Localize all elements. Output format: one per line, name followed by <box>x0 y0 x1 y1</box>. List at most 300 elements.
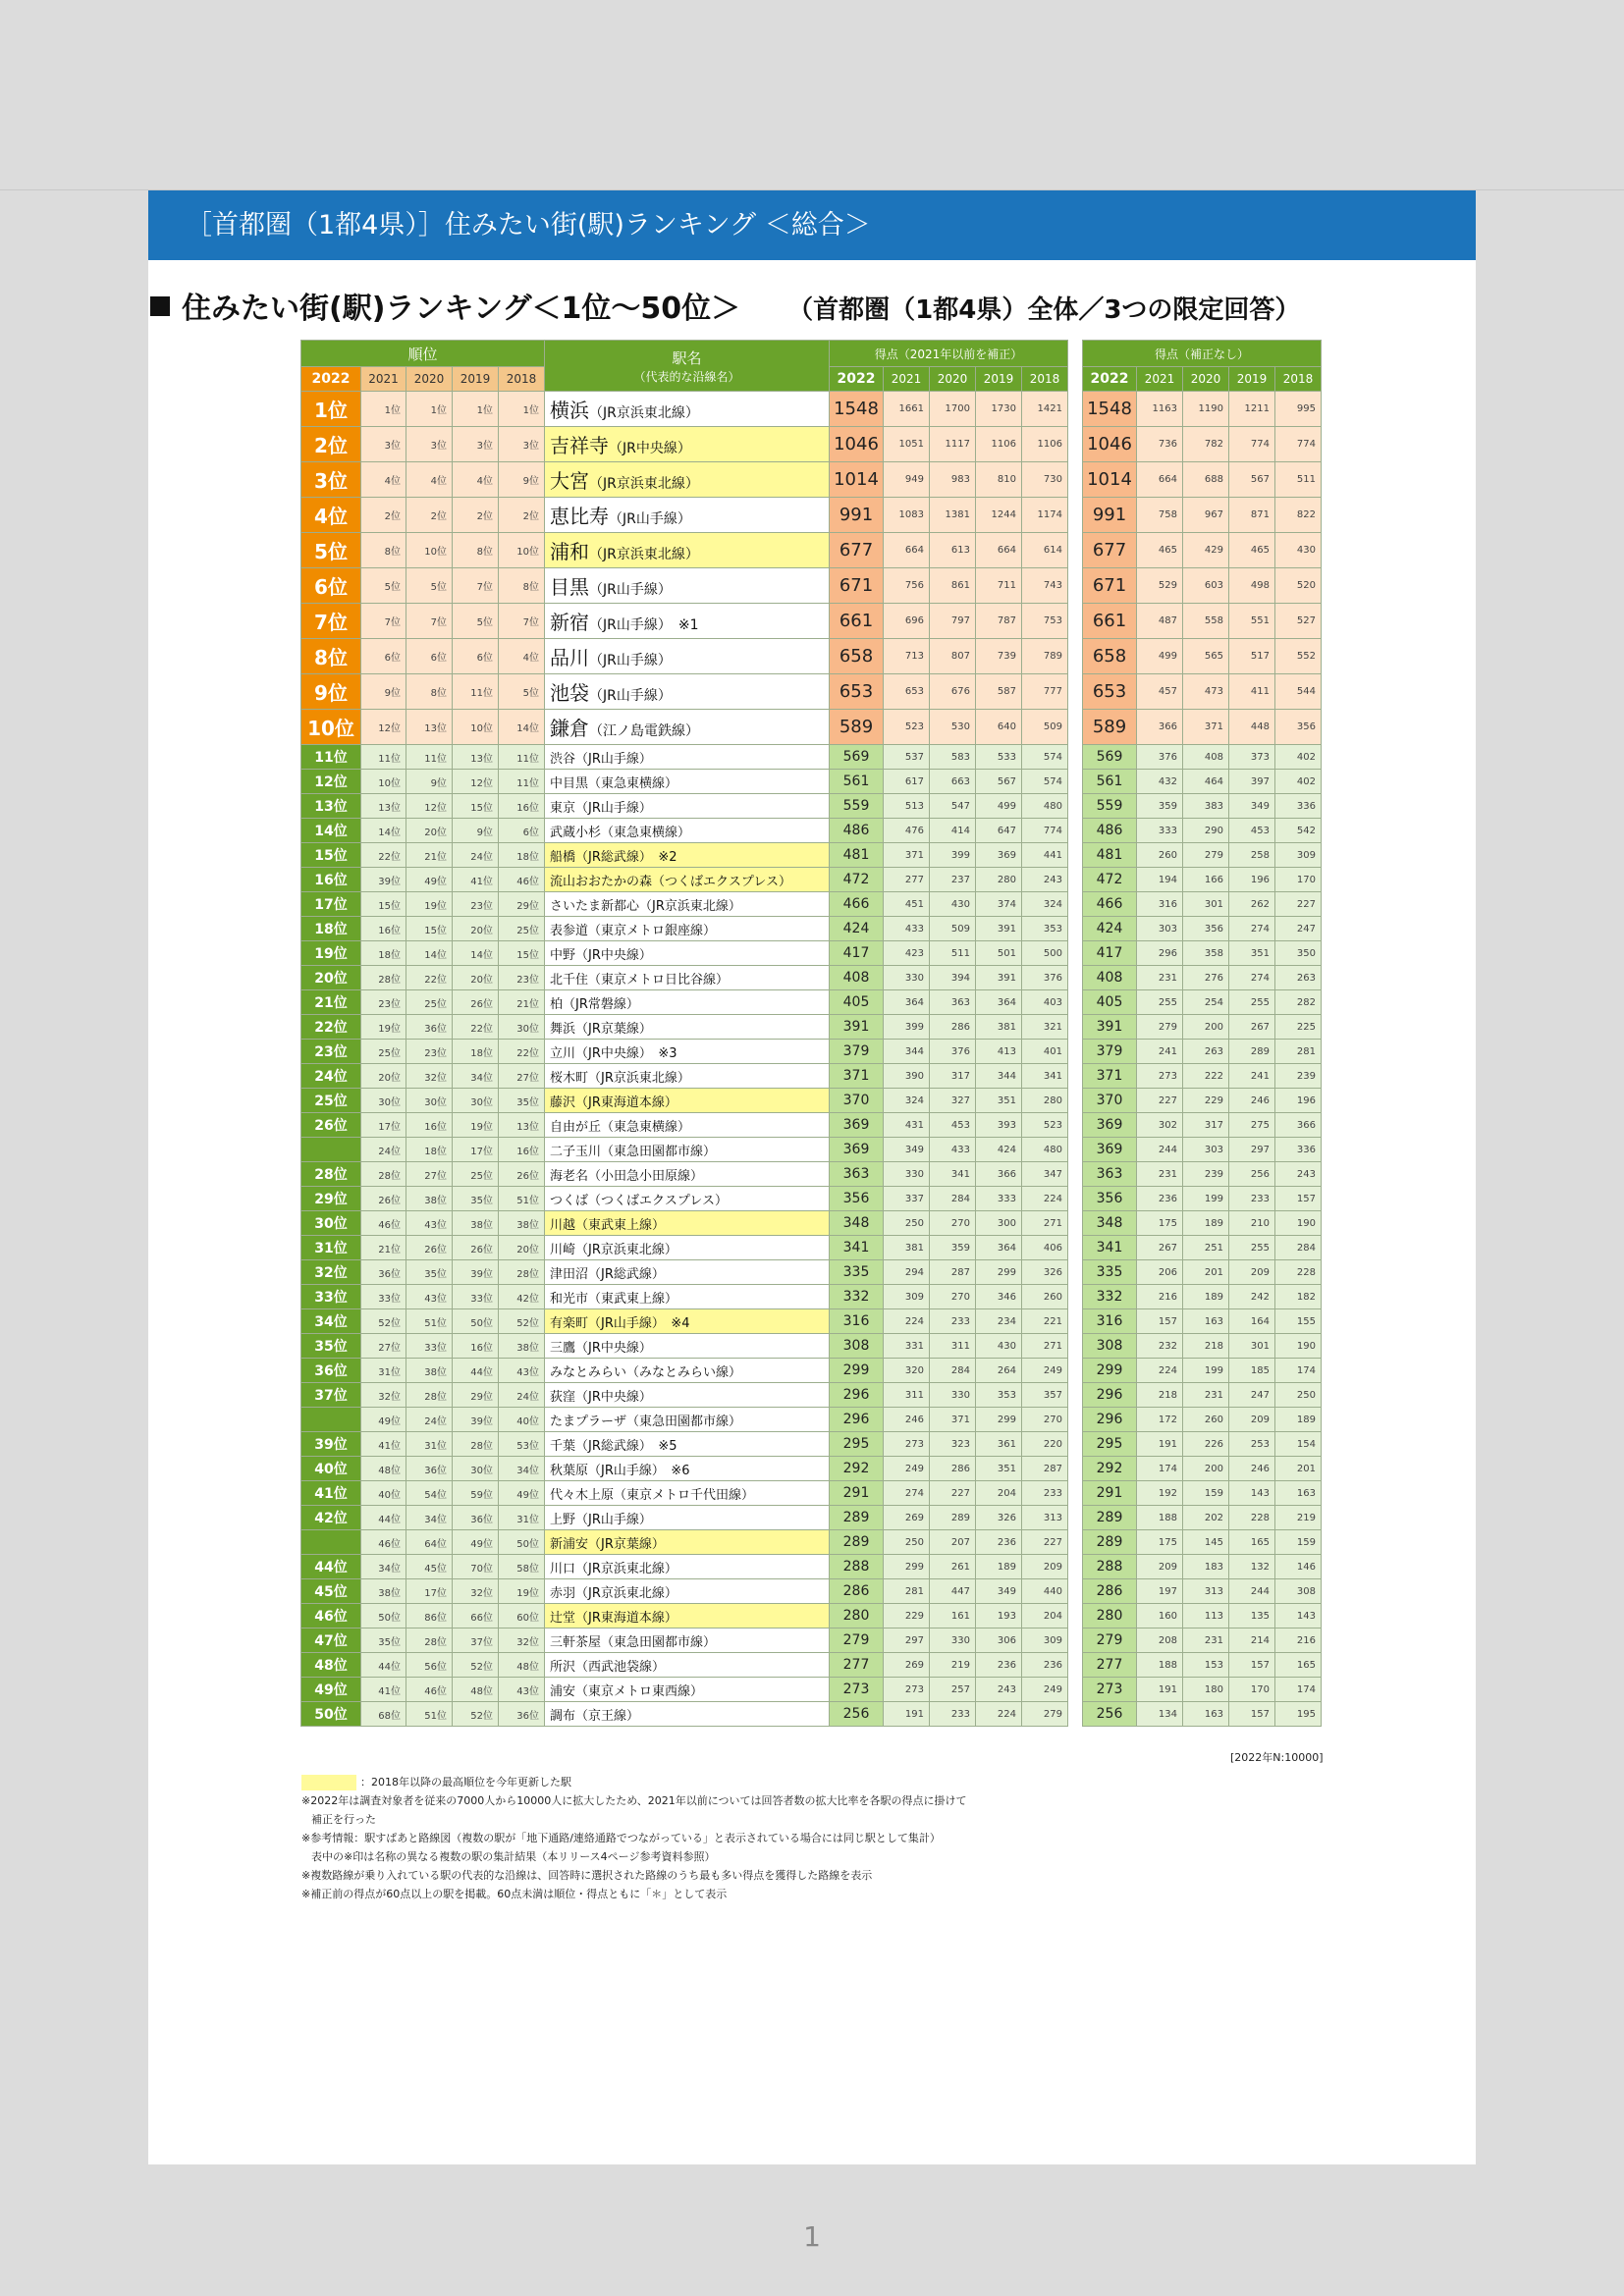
raw-score-cell: 254 <box>1183 990 1229 1015</box>
raw-table-row <box>1083 1236 1322 1260</box>
score-2022-cell: 369 <box>830 1138 884 1162</box>
raw-score-2022-cell: 286 <box>1083 1579 1137 1604</box>
raw-score-cell: 316 <box>1137 892 1183 917</box>
station-cell <box>545 1481 830 1506</box>
score-cell: 433 <box>930 1138 976 1162</box>
score-cell: 219 <box>930 1653 976 1678</box>
station-name: 立川 <box>550 1045 576 1061</box>
score-cell: 209 <box>1022 1555 1068 1579</box>
raw-score-cell: 199 <box>1183 1187 1229 1211</box>
raw-score-cell: 210 <box>1229 1211 1275 1236</box>
table-row <box>301 941 1068 966</box>
score-cell: 249 <box>884 1457 930 1481</box>
prev-rank-cell: 40位 <box>499 1408 545 1432</box>
score-cell: 311 <box>884 1383 930 1408</box>
score-cell: 753 <box>1022 604 1068 639</box>
raw-score-cell: 551 <box>1229 604 1275 639</box>
station-line: （JR京葉線） <box>588 1536 665 1552</box>
score-cell: 331 <box>884 1334 930 1359</box>
raw-score-2022-cell: 486 <box>1083 819 1137 843</box>
score-cell: 509 <box>930 917 976 941</box>
station-name: 有楽町 <box>550 1315 589 1331</box>
table-row <box>301 1113 1068 1138</box>
rank-cell: 35位 <box>301 1334 361 1359</box>
rank-cell: 44位 <box>301 1555 361 1579</box>
raw-score-cell: 228 <box>1275 1260 1322 1285</box>
score-year-header: 2019 <box>976 367 1022 392</box>
score-cell: 227 <box>930 1481 976 1506</box>
station-cell <box>545 1064 830 1089</box>
prev-rank-cell: 21位 <box>499 990 545 1015</box>
station-name: 所沢 <box>550 1659 576 1675</box>
raw-score-cell: 191 <box>1137 1432 1183 1457</box>
score-cell: 374 <box>976 892 1022 917</box>
score-cell: 330 <box>884 966 930 990</box>
raw-score-cell: 465 <box>1229 533 1275 568</box>
station-line: （東急田園都市線） <box>626 1414 742 1429</box>
raw-score-cell: 303 <box>1183 1138 1229 1162</box>
score-cell: 433 <box>884 917 930 941</box>
score-cell: 500 <box>1022 941 1068 966</box>
prev-rank-cell: 24位 <box>361 1138 406 1162</box>
score-cell: 326 <box>976 1506 1022 1530</box>
table-row <box>301 1236 1068 1260</box>
score-cell: 711 <box>976 568 1022 604</box>
score-2022-cell: 335 <box>830 1260 884 1285</box>
score-cell: 344 <box>976 1064 1022 1089</box>
raw-score-2022-cell: 561 <box>1083 770 1137 794</box>
prev-rank-cell: 2位 <box>406 498 453 533</box>
station-name: 二子玉川 <box>550 1144 602 1159</box>
raw-score-cell: 430 <box>1275 533 1322 568</box>
raw-table-row <box>1083 1506 1322 1530</box>
prev-rank-cell: 10位 <box>406 533 453 568</box>
raw-table-row <box>1083 917 1322 941</box>
prev-rank-cell: 24位 <box>406 1408 453 1432</box>
raw-score-cell: 226 <box>1183 1432 1229 1457</box>
prev-rank-cell: 16位 <box>406 1113 453 1138</box>
raw-score-cell: 967 <box>1183 498 1229 533</box>
prev-rank-cell: 49位 <box>453 1530 499 1555</box>
raw-score-2022-cell: 341 <box>1083 1236 1137 1260</box>
station-name: 吉祥寺 <box>550 434 609 457</box>
prev-rank-cell: 26位 <box>453 990 499 1015</box>
station-line: （JR総武線） <box>588 1266 665 1282</box>
prev-rank-cell: 22位 <box>406 966 453 990</box>
raw-score-cell: 247 <box>1229 1383 1275 1408</box>
score-cell: 391 <box>976 917 1022 941</box>
table-row <box>301 1040 1068 1064</box>
raw-score-cell: 457 <box>1137 674 1183 710</box>
score-cell: 204 <box>1022 1604 1068 1629</box>
score-cell: 243 <box>1022 868 1068 892</box>
prev-rank-cell: 19位 <box>361 1015 406 1040</box>
rank-cell: 36位 <box>301 1359 361 1383</box>
station-name: 東京 <box>550 800 576 816</box>
prev-rank-cell: 18位 <box>361 941 406 966</box>
footnotes <box>301 1773 1283 1903</box>
raw-score-cell: 263 <box>1275 966 1322 990</box>
raw-score-cell: 155 <box>1275 1309 1322 1334</box>
raw-score-cell: 174 <box>1137 1457 1183 1481</box>
raw-table-row <box>1083 1138 1322 1162</box>
raw-score-cell: 397 <box>1229 770 1275 794</box>
raw-score-2022-cell: 291 <box>1083 1481 1137 1506</box>
score-cell: 391 <box>976 966 1022 990</box>
score-cell: 330 <box>884 1162 930 1187</box>
raw-score-cell: 333 <box>1137 819 1183 843</box>
raw-score-cell: 303 <box>1137 917 1183 941</box>
prev-rank-cell: 39位 <box>361 868 406 892</box>
prev-rank-cell: 19位 <box>453 1113 499 1138</box>
raw-table-row <box>1083 1530 1322 1555</box>
legend-row <box>301 1773 1283 1791</box>
page-number: 1 <box>803 2220 821 2253</box>
score-cell: 1661 <box>884 392 930 427</box>
score-2022-cell: 356 <box>830 1187 884 1211</box>
station-line: （つくばエクスプレス） <box>588 1193 728 1208</box>
station-cell <box>545 533 830 568</box>
raw-score-cell: 567 <box>1229 462 1275 498</box>
table-row <box>301 1678 1068 1702</box>
station-name: みなとみらい <box>550 1364 627 1380</box>
rank-cell: 28位 <box>301 1162 361 1187</box>
rank-cell: 9位 <box>301 674 361 710</box>
prev-rank-cell: 48位 <box>499 1653 545 1678</box>
prev-rank-cell: 18位 <box>406 1138 453 1162</box>
prev-rank-cell: 15位 <box>406 917 453 941</box>
score-cell: 297 <box>884 1629 930 1653</box>
station-line: （JR中央線） <box>575 1389 652 1405</box>
prev-rank-cell: 39位 <box>453 1408 499 1432</box>
score-cell: 250 <box>884 1211 930 1236</box>
score-cell: 547 <box>930 794 976 819</box>
prev-rank-cell: 7位 <box>499 604 545 639</box>
station-name: 恵比寿 <box>550 505 609 528</box>
prev-rank-cell: 46位 <box>406 1678 453 1702</box>
note-1-cont: 補正を行った <box>311 1813 376 1826</box>
raw-score-cell: 688 <box>1183 462 1229 498</box>
score-2022-cell: 661 <box>830 604 884 639</box>
station-line: （東急東横線） <box>588 775 678 791</box>
score-2022-cell: 256 <box>830 1702 884 1727</box>
raw-score-cell: 189 <box>1275 1408 1322 1432</box>
raw-score-2022-cell: 273 <box>1083 1678 1137 1702</box>
raw-score-cell: 308 <box>1275 1579 1322 1604</box>
prev-rank-cell: 30位 <box>406 1089 453 1113</box>
note-2-cont: 表中の※印は名称の異なる複数の駅の集計結果（本リリース4ページ参考資料参照） <box>311 1850 716 1863</box>
station-line: （JR東海道本線） <box>575 1095 677 1110</box>
raw-score-cell: 206 <box>1137 1260 1183 1285</box>
score-cell: 363 <box>930 990 976 1015</box>
rank-cell: 22位 <box>301 1015 361 1040</box>
score-cell: 207 <box>930 1530 976 1555</box>
raw-score-2022-cell: 405 <box>1083 990 1137 1015</box>
raw-score-cell: 143 <box>1229 1481 1275 1506</box>
prev-rank-cell: 9位 <box>453 819 499 843</box>
table-row <box>301 498 1068 533</box>
raw-table-row <box>1083 745 1322 770</box>
raw-score-2022-cell: 677 <box>1083 533 1137 568</box>
score-cell: 574 <box>1022 745 1068 770</box>
score-cell: 359 <box>930 1236 976 1260</box>
rank-cell <box>301 1138 361 1162</box>
rank-cell: 32位 <box>301 1260 361 1285</box>
raw-score-cell: 411 <box>1229 674 1275 710</box>
raw-score-cell: 170 <box>1229 1678 1275 1702</box>
score-2022-cell: 589 <box>830 710 884 745</box>
viewer-toolbar-area <box>0 0 1624 190</box>
sample-size-note: [2022年N:10000] <box>1230 1751 1324 1764</box>
score-cell: 233 <box>930 1309 976 1334</box>
station-cell <box>545 1383 830 1408</box>
station-line: （JR京浜東北線） <box>575 1561 677 1576</box>
rank-year-header: 2022 <box>301 367 361 392</box>
raw-score-cell: 231 <box>1183 1629 1229 1653</box>
station-name: 秋葉原 <box>550 1463 589 1478</box>
raw-year-header: 2020 <box>1183 367 1229 392</box>
station-cell <box>545 1089 830 1113</box>
raw-table-row <box>1083 794 1322 819</box>
station-name: 自由が丘 <box>550 1119 602 1135</box>
score-cell: 480 <box>1022 1138 1068 1162</box>
score-cell: 774 <box>1022 819 1068 843</box>
raw-table-row <box>1083 462 1322 498</box>
prev-rank-cell: 42位 <box>499 1285 545 1309</box>
score-2022-cell: 341 <box>830 1236 884 1260</box>
score-cell: 1106 <box>1022 427 1068 462</box>
score-cell: 1083 <box>884 498 930 533</box>
raw-table-row <box>1083 1089 1322 1113</box>
prev-rank-cell: 41位 <box>453 868 499 892</box>
score-cell: 371 <box>884 843 930 868</box>
score-2022-cell: 486 <box>830 819 884 843</box>
raw-score-cell: 163 <box>1183 1309 1229 1334</box>
prev-rank-cell: 53位 <box>499 1432 545 1457</box>
raw-score-cell: 175 <box>1137 1530 1183 1555</box>
prev-rank-cell: 7位 <box>361 604 406 639</box>
raw-score-2022-cell: 289 <box>1083 1530 1137 1555</box>
score-cell: 270 <box>930 1211 976 1236</box>
raw-score-cell: 209 <box>1229 1260 1275 1285</box>
rank-cell: 45位 <box>301 1579 361 1604</box>
raw-score-cell: 371 <box>1183 710 1229 745</box>
raw-score-cell: 157 <box>1229 1702 1275 1727</box>
raw-score-cell: 273 <box>1137 1064 1183 1089</box>
score-cell: 371 <box>930 1408 976 1432</box>
raw-score-table <box>1082 340 1322 1727</box>
station-line: （JR山手線） <box>575 751 652 767</box>
table-row <box>301 533 1068 568</box>
station-name: 桜木町 <box>550 1070 589 1086</box>
station-name: 中野 <box>550 947 576 963</box>
score-2022-cell: 286 <box>830 1579 884 1604</box>
table-row <box>301 1334 1068 1359</box>
raw-score-cell: 165 <box>1275 1653 1322 1678</box>
station-cell <box>545 392 830 427</box>
station-name: 舞浜 <box>550 1021 576 1037</box>
raw-score-2022-cell: 559 <box>1083 794 1137 819</box>
rank-cell: 15位 <box>301 843 361 868</box>
prev-rank-cell: 16位 <box>499 1138 545 1162</box>
station-name: 目黒 <box>550 575 589 599</box>
raw-score-2022-cell: 369 <box>1083 1113 1137 1138</box>
score-cell: 394 <box>930 966 976 990</box>
score-cell: 430 <box>976 1334 1022 1359</box>
note-4: ※補正前の得点が60点以上の駅を掲載。60点未満は順位・得点ともに「＊」として表示 <box>301 1888 728 1900</box>
score-cell: 640 <box>976 710 1022 745</box>
raw-score-cell: 527 <box>1275 604 1322 639</box>
prev-rank-cell: 46位 <box>499 868 545 892</box>
station-name: たまプラーザ <box>550 1414 627 1429</box>
station-header <box>545 341 830 392</box>
prev-rank-cell: 6位 <box>499 819 545 843</box>
score-cell: 1106 <box>976 427 1022 462</box>
station-line: （東急田園都市線） <box>601 1144 717 1159</box>
raw-table-row <box>1083 1408 1322 1432</box>
score-cell: 1244 <box>976 498 1022 533</box>
raw-score-cell: 197 <box>1137 1579 1183 1604</box>
raw-score-cell: 511 <box>1275 462 1322 498</box>
score-2022-cell: 273 <box>830 1678 884 1702</box>
prev-rank-cell: 30位 <box>453 1457 499 1481</box>
score-cell: 220 <box>1022 1432 1068 1457</box>
score-2022-cell: 569 <box>830 745 884 770</box>
prev-rank-cell: 25位 <box>499 917 545 941</box>
score-2022-cell: 277 <box>830 1653 884 1678</box>
score-cell: 224 <box>976 1702 1022 1727</box>
raw-table-row <box>1083 1579 1322 1604</box>
prev-rank-cell: 35位 <box>406 1260 453 1285</box>
score-cell: 366 <box>976 1162 1022 1187</box>
score-cell: 430 <box>930 892 976 917</box>
table-row <box>301 1211 1068 1236</box>
score-2022-cell: 408 <box>830 966 884 990</box>
raw-table-row <box>1083 1359 1322 1383</box>
prev-rank-cell: 13位 <box>361 794 406 819</box>
raw-score-cell: 351 <box>1229 941 1275 966</box>
prev-rank-cell: 54位 <box>406 1481 453 1506</box>
prev-rank-cell: 38位 <box>406 1187 453 1211</box>
score-cell: 341 <box>930 1162 976 1187</box>
prev-rank-cell: 19位 <box>499 1579 545 1604</box>
station-cell <box>545 1678 830 1702</box>
prev-rank-cell: 41位 <box>361 1678 406 1702</box>
raw-score-cell: 1163 <box>1137 392 1183 427</box>
raw-score-cell: 281 <box>1275 1040 1322 1064</box>
station-name: 池袋 <box>550 681 589 705</box>
raw-score-cell: 219 <box>1275 1506 1322 1530</box>
prev-rank-cell: 36位 <box>406 1457 453 1481</box>
prev-rank-cell: 20位 <box>361 1064 406 1089</box>
score-cell: 347 <box>1022 1162 1068 1187</box>
score-cell: 1117 <box>930 427 976 462</box>
prev-rank-cell: 25位 <box>361 1040 406 1064</box>
prev-rank-cell: 21位 <box>406 843 453 868</box>
score-cell: 696 <box>884 604 930 639</box>
score-cell: 351 <box>976 1089 1022 1113</box>
prev-rank-cell: 5位 <box>453 604 499 639</box>
raw-table-row <box>1083 710 1322 745</box>
score-cell: 381 <box>884 1236 930 1260</box>
score-cell: 440 <box>1022 1579 1068 1604</box>
rank-cell: 5位 <box>301 533 361 568</box>
prev-rank-cell: 4位 <box>499 639 545 674</box>
score-2022-cell: 481 <box>830 843 884 868</box>
station-name: 柏 <box>550 996 564 1012</box>
score-cell: 270 <box>930 1285 976 1309</box>
prev-rank-cell: 46位 <box>361 1211 406 1236</box>
prev-rank-cell: 35位 <box>361 1629 406 1653</box>
score-cell: 250 <box>884 1530 930 1555</box>
station-cell <box>545 710 830 745</box>
prev-rank-cell: 59位 <box>453 1481 499 1506</box>
score-cell: 730 <box>1022 462 1068 498</box>
prev-rank-cell: 11位 <box>406 745 453 770</box>
score-cell: 676 <box>930 674 976 710</box>
prev-rank-cell: 36位 <box>453 1506 499 1530</box>
raw-score-cell: 260 <box>1137 843 1183 868</box>
score-cell: 271 <box>1022 1334 1068 1359</box>
station-line: （JR京浜東北線） <box>589 405 699 421</box>
station-line: （JR山手線） <box>589 653 672 668</box>
raw-score-cell: 247 <box>1275 917 1322 941</box>
station-line: （東京メトロ銀座線） <box>588 923 717 938</box>
prev-rank-cell: 28位 <box>499 1260 545 1285</box>
raw-score-cell: 188 <box>1137 1653 1183 1678</box>
raw-score-cell: 774 <box>1229 427 1275 462</box>
rank-cell: 7位 <box>301 604 361 639</box>
raw-score-cell: 209 <box>1137 1555 1183 1579</box>
raw-score-cell: 465 <box>1137 533 1183 568</box>
station-name: 武蔵小杉 <box>550 825 602 840</box>
prev-rank-cell: 50位 <box>361 1604 406 1629</box>
score-cell: 313 <box>1022 1506 1068 1530</box>
prev-rank-cell: 43位 <box>406 1211 453 1236</box>
prev-rank-cell: 35位 <box>499 1089 545 1113</box>
raw-score-cell: 290 <box>1183 819 1229 843</box>
score-cell: 311 <box>930 1334 976 1359</box>
raw-score-cell: 209 <box>1229 1408 1275 1432</box>
raw-table-row <box>1083 1309 1322 1334</box>
raw-score-cell: 258 <box>1229 843 1275 868</box>
station-name: 海老名 <box>550 1168 589 1184</box>
score-cell: 537 <box>884 745 930 770</box>
prev-rank-cell: 15位 <box>499 941 545 966</box>
raw-score-2022-cell: 277 <box>1083 1653 1137 1678</box>
score-cell: 284 <box>930 1359 976 1383</box>
score-cell: 224 <box>1022 1187 1068 1211</box>
score-2022-cell: 369 <box>830 1113 884 1138</box>
raw-score-cell: 274 <box>1229 966 1275 990</box>
score-cell: 664 <box>976 533 1022 568</box>
station-name: 代々木上原 <box>550 1487 615 1503</box>
station-name: 横浜 <box>550 399 589 422</box>
raw-score-cell: 194 <box>1137 868 1183 892</box>
raw-score-2022-cell: 292 <box>1083 1457 1137 1481</box>
raw-score-cell: 232 <box>1137 1334 1183 1359</box>
prev-rank-cell: 8位 <box>361 533 406 568</box>
station-line: （JR山手線） <box>589 688 672 704</box>
raw-score-2022-cell: 661 <box>1083 604 1137 639</box>
table-row <box>301 1064 1068 1089</box>
prev-rank-cell: 31位 <box>499 1506 545 1530</box>
score-cell: 353 <box>1022 917 1068 941</box>
prev-rank-cell: 22位 <box>453 1015 499 1040</box>
score-2022-cell: 292 <box>830 1457 884 1481</box>
score-2022-cell: 405 <box>830 990 884 1015</box>
prev-rank-cell: 12位 <box>361 710 406 745</box>
